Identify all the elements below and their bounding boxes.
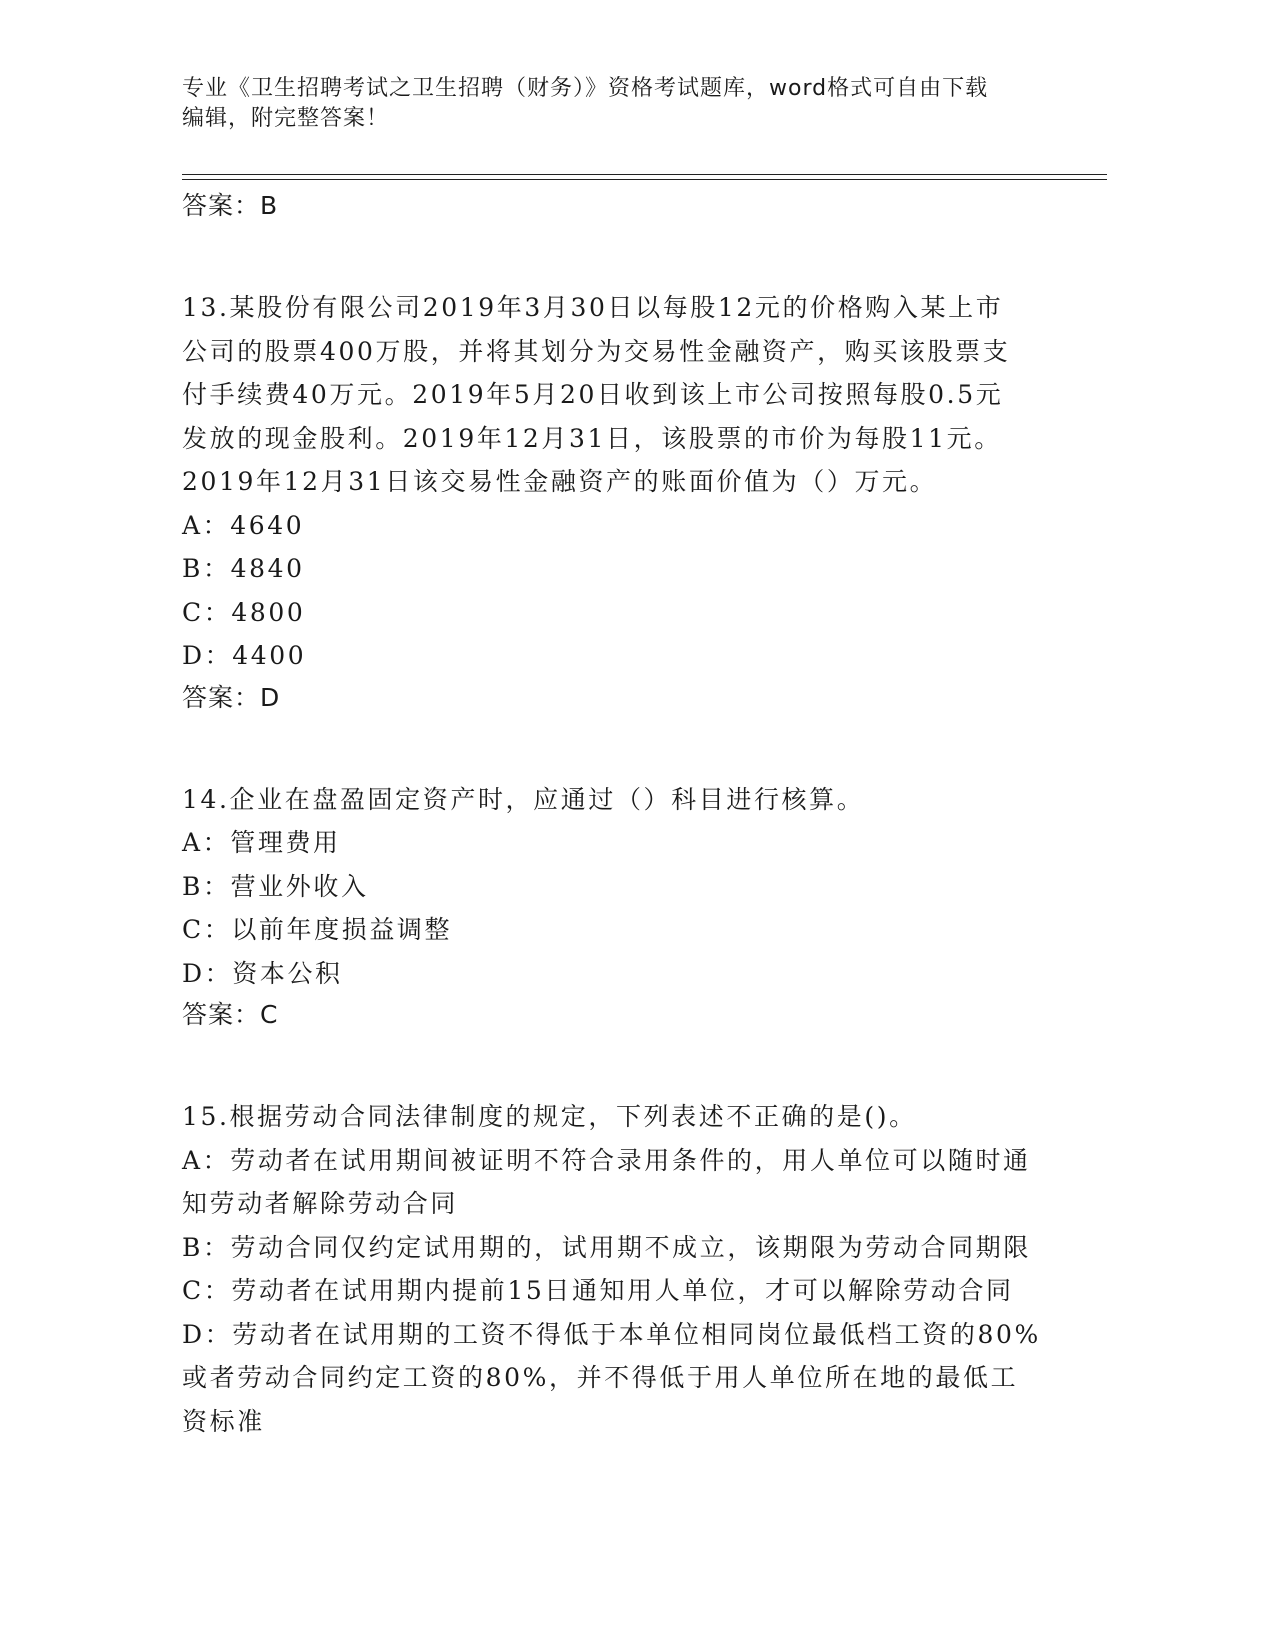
question-14-option-b: B：营业外收入 — [182, 871, 369, 901]
question-13-option-b: B：4840 — [182, 554, 305, 583]
question-13-stem-line: 付手续费40万元。2019年5月20日收到该上市公司按照每股0.5元 — [182, 380, 1004, 409]
question-15-option-a-line: A：劳动者在试用期间被证明不符合录用条件的，用人单位可以随时通 — [182, 1145, 1031, 1175]
question-13 — [182, 286, 1082, 718]
question-15-option-c: C：劳动者在试用期内提前15日通知用人单位，才可以解除劳动合同 — [182, 1276, 1014, 1305]
question-15 — [182, 1095, 1082, 1443]
header-line-2: 编辑，附完整答案！ — [182, 106, 390, 131]
spacer — [182, 1035, 1082, 1095]
question-15-option-d-line: 或者劳动合同约定工资的80%，并不得低于用人单位所在地的最低工 — [182, 1363, 1019, 1392]
question-15-stem-line: 15.根据劳动合同法律制度的规定，下列表述不正确的是()。 — [182, 1102, 917, 1131]
question-13-stem-line: 2019年12月31日该交易性金融资产的账面价值为（）万元。 — [182, 467, 938, 496]
question-13-option-a: A：4640 — [182, 510, 305, 540]
question-13-option-d: D：4400 — [182, 641, 307, 670]
document-header — [182, 74, 1042, 134]
question-15-option-a-line: 知劳动者解除劳动合同 — [182, 1189, 459, 1218]
question-15-option-d-line: D：劳动者在试用期的工资不得低于本单位相同岗位最低档工资的80% — [182, 1319, 1041, 1349]
question-15-option-d-line: 资标准 — [182, 1406, 265, 1436]
question-14 — [182, 778, 1082, 1036]
previous-answer: 答案：B — [182, 191, 279, 220]
question-list — [182, 186, 1082, 1443]
question-14-option-a: A：管理费用 — [182, 828, 341, 857]
spacer — [182, 718, 1082, 778]
question-13-answer: 答案：D — [182, 682, 281, 712]
question-13-stem-line: 发放的现金股利。2019年12月31日，该股票的市价为每股11元。 — [182, 423, 1002, 453]
spacer — [182, 226, 1082, 286]
question-14-answer: 答案：C — [182, 1000, 279, 1029]
question-13-stem-line: 公司的股票400万股，并将其划分为交易性金融资产，购买该股票支 — [182, 336, 1011, 366]
header-line-1: 专业《卫生招聘考试之卫生招聘（财务）》资格考试题库，word格式可自由下载 — [182, 76, 989, 101]
header-divider-bottom — [182, 179, 1107, 180]
question-15-option-b: B：劳动合同仅约定试用期的，试用期不成立，该期限为劳动合同期限 — [182, 1232, 1031, 1262]
question-13-option-c: C：4800 — [182, 597, 306, 627]
question-14-stem-line: 14.企业在盘盈固定资产时，应通过（）科目进行核算。 — [182, 784, 865, 814]
question-13-stem-line: 13.某股份有限公司2019年3月30日以每股12元的价格购入某上市 — [182, 293, 1004, 322]
question-14-option-d: D：资本公积 — [182, 958, 343, 988]
header-divider-top — [182, 174, 1107, 175]
question-14-option-c: C：以前年度损益调整 — [182, 915, 453, 944]
